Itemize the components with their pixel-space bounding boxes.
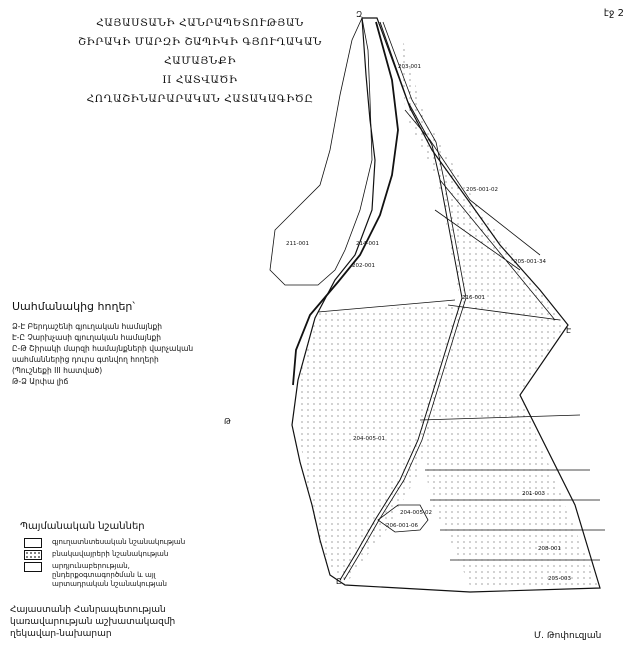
legend-swatch-blank <box>24 538 42 548</box>
boundary-item: Ը-Թ Շիրակի մարզի համայնքների վարչական սահմաններից դուրս գտնվող հողերի (Պուշնեքի III հատված) <box>12 344 194 375</box>
parcel-code: 211-001 <box>286 241 309 247</box>
parcel-code: 204-005-02 <box>400 510 432 516</box>
signature: Մ. Թոփուզյան <box>534 631 602 641</box>
title-line-4: ՀՈՂԱՇԻՆԱՐԱՐԱԿԱՆ ՀԱՏԱԿԱԳԻԾԸ <box>86 93 314 105</box>
legend-label: արդյունաբերության, ընդերքօգտագործման և այլ արտադրական նշանակության <box>52 562 167 588</box>
legend-swatch-hatch <box>24 562 42 572</box>
parcel-code: 216-001 <box>462 295 485 301</box>
parcel-code: 214-001 <box>356 241 379 247</box>
parcel-code: 204-005-01 <box>353 436 385 442</box>
marker-e: Է <box>566 326 572 335</box>
boundary-item: Է-Ը Չարխչասի գյուղական համայնքի <box>12 333 162 342</box>
page-number: էջ 2 <box>603 8 624 19</box>
parcel-code: 203-001 <box>398 64 421 70</box>
legend-label: գյուղատնտեսական նշանակության <box>52 538 186 546</box>
parcel-code: 201-003 <box>522 491 545 497</box>
ministry-line: Հայաստանի Հանրապետության <box>10 605 166 615</box>
parcel-code: 208-001 <box>538 546 561 552</box>
boundary-item: Ձ-Է Բերդաշենի գյուղական համայնքի <box>12 322 162 331</box>
title-line-3: II ՀԱՏՎԱԾԻ <box>162 74 238 86</box>
legend-title: Պայմանական նշաններ <box>20 521 145 532</box>
legend-item <box>24 538 214 548</box>
title-line-2: ՇԻՐԱԿԻ ՄԱՐԶԻ ՇԱՊԻԿԻ ԳՅՈՒՂԱԿԱՆ ՀԱՄԱՅՆՔԻ <box>78 36 322 67</box>
boundary-item: Թ-Ձ Արփա լիճ <box>12 377 69 386</box>
legend-item <box>24 550 214 560</box>
legend-item <box>24 562 214 589</box>
marker-z: Զ <box>356 10 363 19</box>
parcel-code: 205-001-34 <box>514 259 546 265</box>
parcel-code: 205-001-02 <box>466 187 498 193</box>
parcel-code: 206-001-06 <box>386 523 418 529</box>
boundaries-list <box>12 321 252 387</box>
title-line-1: ՀԱՅԱՍՏԱՆԻ ՀԱՆՐԱՊԵՏՈՒԹՅԱՆ <box>96 17 304 29</box>
marker-ye: Ը <box>336 577 342 586</box>
boundaries-title: Սահմանակից հողեր՝ <box>12 300 135 313</box>
legend-label: բնակավայրերի նշանակության <box>52 550 169 558</box>
marker-t: Թ <box>224 417 231 426</box>
legend-swatch-dots <box>24 550 42 560</box>
parcel-code: 202-001 <box>352 263 375 269</box>
parcel-code: 205-003 <box>548 576 571 582</box>
ministry-line: կառավարության աշխատակազմի <box>10 617 176 627</box>
legend <box>24 538 214 591</box>
ministry-line: ղեկավար-նախարար <box>10 629 112 639</box>
ministry-block <box>10 604 175 640</box>
